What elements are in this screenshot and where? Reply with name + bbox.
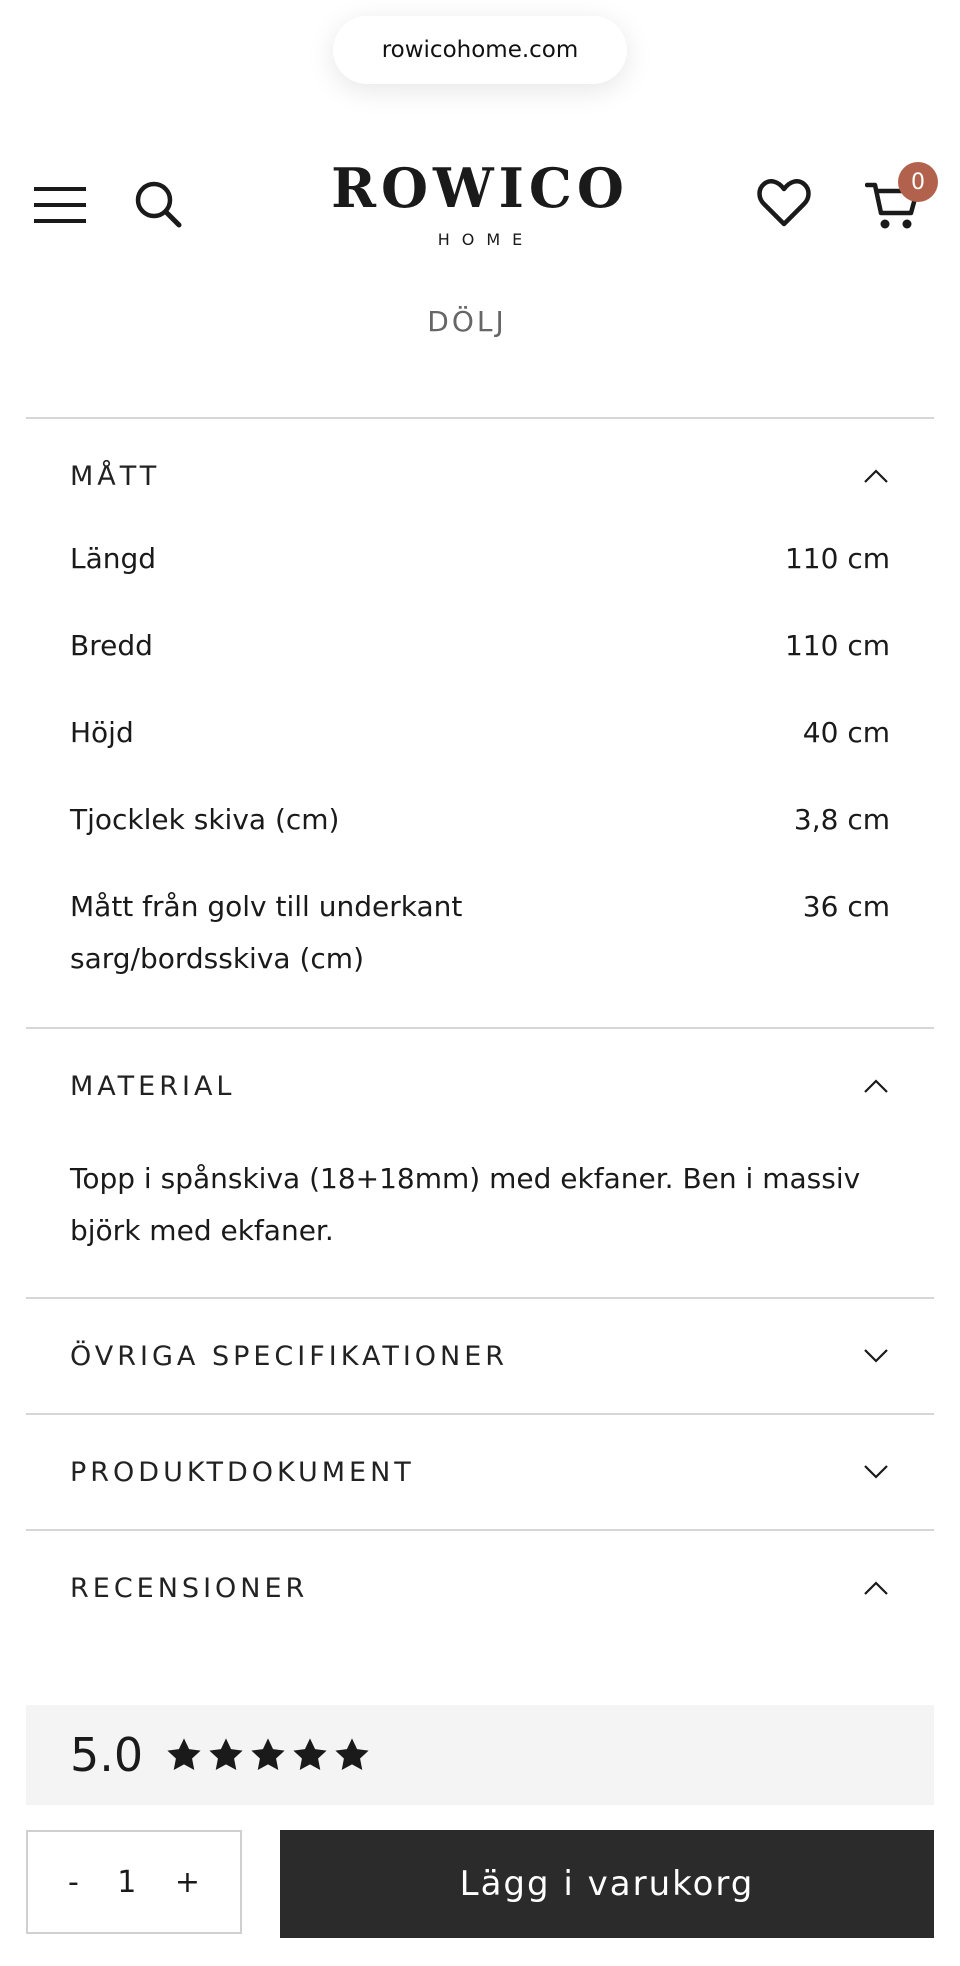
chevron-up-icon bbox=[862, 462, 890, 490]
section-recensioner-header[interactable] bbox=[26, 1531, 934, 1645]
star-icon bbox=[333, 1736, 371, 1774]
dimension-label: Bredd bbox=[70, 629, 153, 662]
dimension-value: 3,8 cm bbox=[793, 803, 890, 836]
logo-subtitle: HOME bbox=[437, 230, 535, 249]
dimension-row bbox=[70, 533, 890, 585]
search-icon[interactable] bbox=[128, 174, 188, 234]
chevron-down-icon bbox=[862, 1458, 890, 1486]
star-rating bbox=[165, 1736, 371, 1774]
dimension-row bbox=[70, 707, 890, 759]
material-description: Topp i spånskiva (18+18mm) med ekfaner. Ben i massiv björk med ekfaner. bbox=[70, 1162, 861, 1247]
menu-icon[interactable] bbox=[30, 180, 90, 230]
site-logo[interactable] bbox=[330, 158, 630, 249]
section-ovriga-header[interactable] bbox=[26, 1299, 934, 1413]
dimension-value: 110 cm bbox=[784, 629, 890, 662]
section-produktdokument-header[interactable] bbox=[26, 1415, 934, 1529]
cart-count-badge: 0 bbox=[898, 162, 938, 202]
dimensions-list bbox=[26, 533, 934, 1027]
dimension-value: 110 cm bbox=[784, 542, 890, 575]
star-icon bbox=[291, 1736, 329, 1774]
heart-icon[interactable] bbox=[752, 174, 816, 234]
star-icon bbox=[249, 1736, 287, 1774]
dimension-value: 40 cm bbox=[802, 716, 890, 749]
rating-value: 5.0 bbox=[70, 1728, 144, 1782]
dimension-label: Höjd bbox=[70, 716, 134, 749]
section-recensioner bbox=[26, 1529, 934, 1645]
star-icon bbox=[207, 1736, 245, 1774]
star-icon bbox=[165, 1736, 203, 1774]
review-summary bbox=[26, 1705, 934, 1805]
site-header bbox=[0, 140, 960, 270]
chevron-up-icon bbox=[862, 1072, 890, 1100]
section-matt bbox=[26, 417, 934, 1027]
section-produktdokument bbox=[26, 1413, 934, 1529]
dimension-row bbox=[70, 794, 890, 846]
dimension-label: Mått från golv till underkant sarg/bordsskiva (cm) bbox=[70, 890, 463, 975]
logo-wordmark: ROWICO bbox=[331, 156, 629, 220]
cart-icon[interactable] bbox=[858, 170, 928, 240]
section-title: ÖVRIGA SPECIFIKATIONER bbox=[70, 1340, 509, 1372]
section-matt-header[interactable] bbox=[26, 419, 934, 533]
url-text: rowicohome.com bbox=[381, 37, 579, 63]
dimension-row bbox=[70, 620, 890, 672]
dimension-label: Tjocklek skiva (cm) bbox=[70, 803, 340, 836]
chevron-up-icon bbox=[862, 1574, 890, 1602]
section-material bbox=[26, 1027, 934, 1297]
dimension-row bbox=[70, 881, 890, 985]
dimension-value: 36 cm bbox=[802, 890, 890, 923]
qty-decrease-button[interactable]: - bbox=[68, 1864, 79, 1900]
hide-toggle-link[interactable]: DÖLJ bbox=[427, 305, 507, 338]
section-title: MATERIAL bbox=[70, 1070, 236, 1102]
chevron-down-icon bbox=[862, 1342, 890, 1370]
qty-increase-button[interactable]: + bbox=[174, 1864, 200, 1900]
section-title: MÅTT bbox=[70, 460, 161, 492]
dimension-label: Längd bbox=[70, 542, 157, 575]
qty-value: 1 bbox=[117, 1864, 137, 1900]
product-accordions bbox=[26, 417, 934, 1645]
section-ovriga-specifikationer bbox=[26, 1297, 934, 1413]
sticky-cart-bar bbox=[26, 1830, 934, 1938]
section-title: PRODUKTDOKUMENT bbox=[70, 1456, 415, 1488]
add-to-cart-button[interactable]: Lägg i varukorg bbox=[280, 1830, 934, 1938]
section-title: RECENSIONER bbox=[70, 1572, 309, 1604]
address-bar[interactable] bbox=[333, 16, 627, 84]
quantity-stepper[interactable] bbox=[26, 1830, 242, 1934]
section-material-header[interactable] bbox=[26, 1029, 934, 1143]
